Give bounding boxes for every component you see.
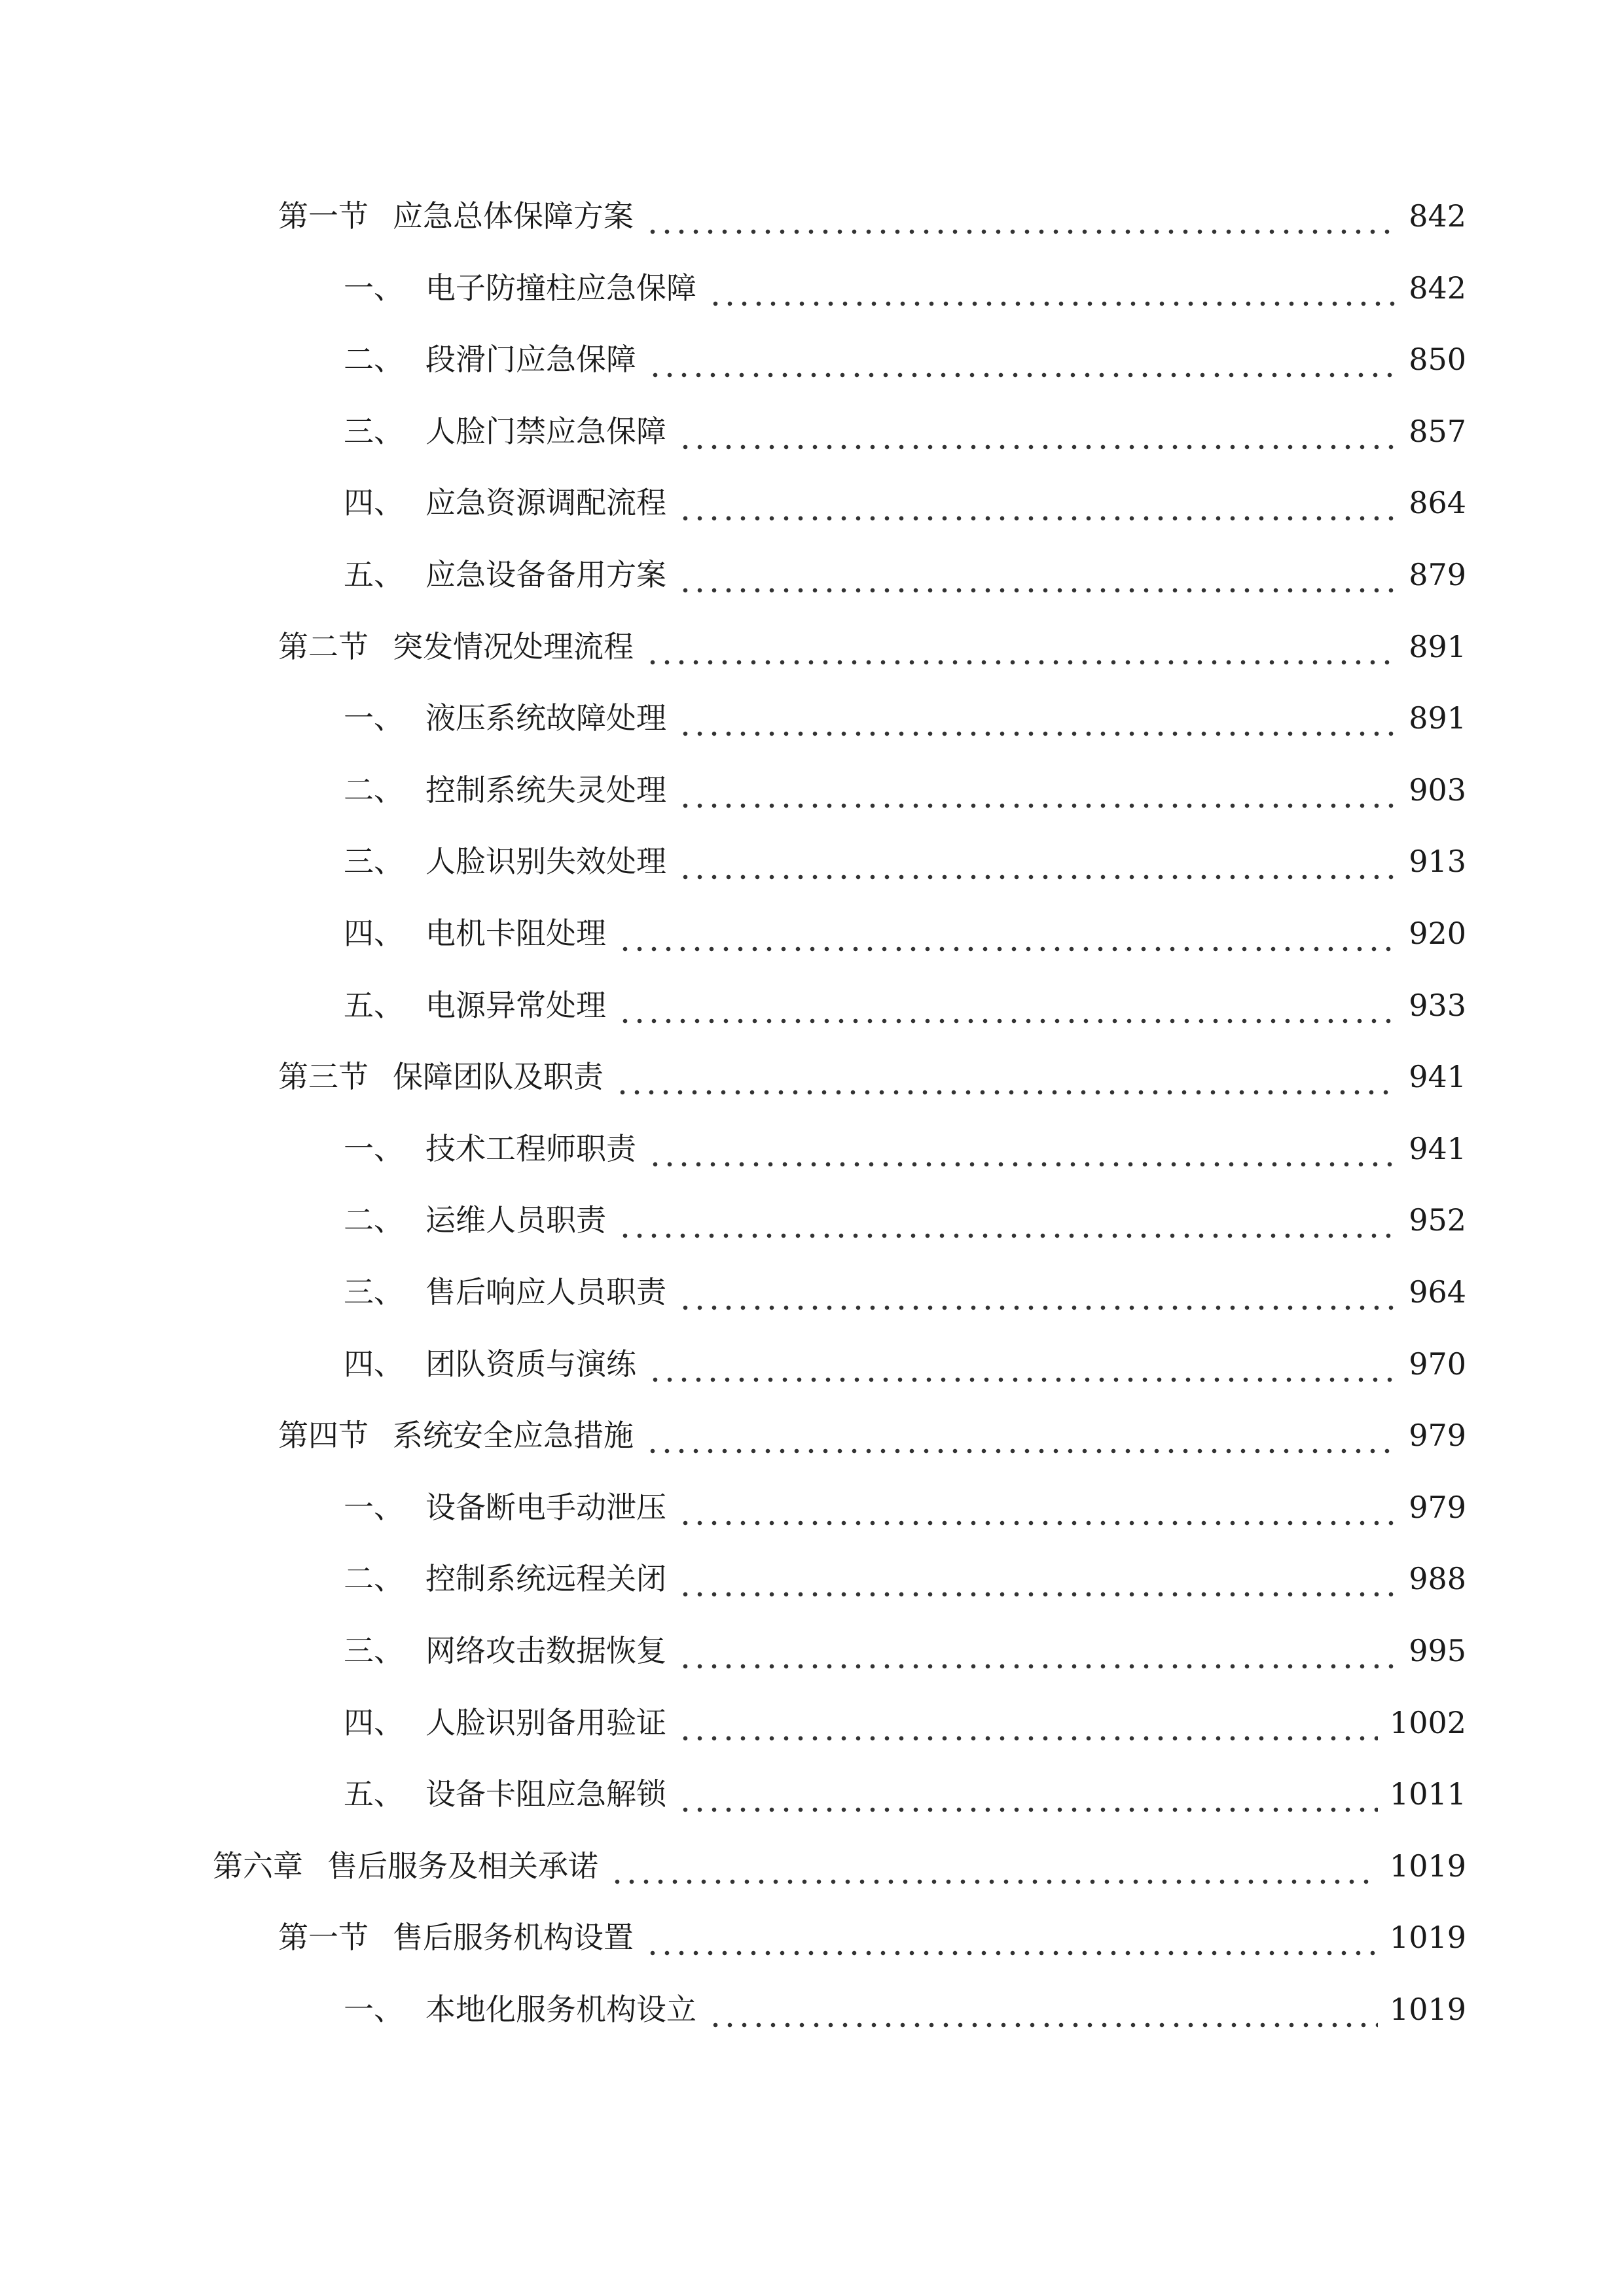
toc-entry[interactable]	[344, 480, 1466, 526]
toc-entry-page-number: 1002	[1389, 1705, 1466, 1740]
toc-entry-title: 突发情况处理流程	[393, 629, 634, 664]
toc-entry[interactable]	[344, 1628, 1466, 1674]
toc-entry-page-number: 1019	[1389, 1848, 1466, 1884]
toc-entry-number: 第四节	[278, 1418, 369, 1453]
toc-entry[interactable]	[278, 624, 1466, 670]
dot-leader	[648, 336, 1396, 382]
toc-entry-title: 人脸门禁应急保障	[425, 414, 666, 449]
toc-entry-number: 四、	[344, 485, 404, 520]
dot-leader	[678, 480, 1396, 526]
toc-entry-page-number: 941	[1409, 1059, 1466, 1094]
toc-entry[interactable]	[344, 1269, 1466, 1315]
toc-entry[interactable]	[344, 552, 1466, 598]
toc-entry-number: 三、	[344, 1274, 404, 1310]
toc-entry-number: 一、	[344, 1490, 404, 1525]
toc-entry-page-number: 857	[1409, 414, 1466, 449]
toc-entry-number: 一、	[344, 1992, 404, 2027]
toc-entry-title: 本地化服务机构设立	[425, 1992, 696, 2027]
toc-entry-number: 三、	[344, 1633, 404, 1668]
toc-entry[interactable]	[344, 1197, 1466, 1243]
toc-entry-number: 一、	[344, 270, 404, 306]
dot-leader	[615, 1054, 1396, 1100]
toc-entry-title: 人脸识别备用验证	[425, 1705, 666, 1740]
toc-entry-title: 应急设备备用方案	[425, 557, 666, 592]
toc-entry-title: 控制系统远程关闭	[425, 1561, 666, 1596]
toc-entry[interactable]	[344, 695, 1466, 741]
toc-entry-number: 二、	[344, 1561, 404, 1596]
toc-entry-page-number: 842	[1409, 270, 1466, 306]
toc-entry-number: 四、	[344, 916, 404, 951]
dot-leader	[678, 552, 1396, 598]
toc-entry[interactable]	[344, 767, 1466, 813]
toc-entry-title: 液压系统故障处理	[425, 700, 666, 736]
toc-entry-page-number: 1019	[1389, 1920, 1466, 1955]
toc-entry[interactable]	[344, 336, 1466, 382]
toc-entry-title: 段滑门应急保障	[425, 342, 636, 377]
toc-entry-title: 应急资源调配流程	[425, 485, 666, 520]
toc-entry[interactable]	[278, 193, 1466, 239]
toc-entry[interactable]	[344, 910, 1466, 956]
dot-leader	[678, 1484, 1396, 1530]
dot-leader	[645, 624, 1396, 670]
dot-leader	[648, 1126, 1396, 1172]
toc-entry[interactable]	[344, 1986, 1466, 2032]
dot-leader	[645, 1412, 1396, 1458]
toc-entry-number: 五、	[344, 557, 404, 592]
toc-entry-page-number: 995	[1409, 1633, 1466, 1668]
dot-leader	[678, 1269, 1396, 1315]
toc-entry-page-number: 850	[1409, 342, 1466, 377]
toc-entry-title: 团队资质与演练	[425, 1346, 636, 1382]
toc-entry[interactable]	[213, 1843, 1466, 1889]
toc-entry[interactable]	[344, 265, 1466, 311]
dot-leader	[678, 1556, 1396, 1602]
toc-entry-page-number: 842	[1409, 198, 1466, 234]
toc-entry[interactable]	[344, 1484, 1466, 1530]
toc-entry[interactable]	[344, 1771, 1466, 1817]
dot-leader	[678, 767, 1396, 813]
toc-entry-title: 设备卡阻应急解锁	[425, 1776, 666, 1812]
toc-entry-number: 三、	[344, 844, 404, 879]
toc-entry[interactable]	[344, 982, 1466, 1028]
dot-leader	[678, 408, 1396, 454]
toc-entry-title: 售后服务及相关承诺	[327, 1848, 598, 1884]
dot-leader	[648, 1341, 1396, 1387]
toc-entry-title: 设备断电手动泄压	[425, 1490, 666, 1525]
dot-leader	[678, 695, 1396, 741]
toc-entry-page-number: 933	[1409, 988, 1466, 1023]
toc-entry-title: 售后服务机构设置	[393, 1920, 634, 1955]
toc-entry-number: 二、	[344, 342, 404, 377]
toc-entry-title: 售后响应人员职责	[425, 1274, 666, 1310]
toc-entry-page-number: 864	[1409, 485, 1466, 520]
toc-entry[interactable]	[344, 1341, 1466, 1387]
toc-entry-number: 一、	[344, 700, 404, 736]
dot-leader	[678, 1771, 1378, 1817]
toc-entry-number: 四、	[344, 1705, 404, 1740]
dot-leader	[618, 910, 1396, 956]
toc-entry-number: 第三节	[278, 1059, 369, 1094]
toc-entry-title: 应急总体保障方案	[393, 198, 634, 234]
dot-leader	[618, 1197, 1396, 1243]
toc-entry-page-number: 891	[1409, 629, 1466, 664]
toc-entry-number: 第二节	[278, 629, 369, 664]
toc-entry-title: 控制系统失灵处理	[425, 772, 666, 808]
toc-entry-title: 运维人员职责	[425, 1202, 606, 1238]
dot-leader	[610, 1843, 1378, 1889]
toc-entry[interactable]	[278, 1914, 1466, 1960]
toc-entry-number: 第六章	[213, 1848, 303, 1884]
dot-leader	[678, 838, 1396, 884]
toc-entry-number: 四、	[344, 1346, 404, 1382]
toc-entry[interactable]	[344, 1126, 1466, 1172]
dot-leader	[708, 265, 1396, 311]
toc-entry-number: 一、	[344, 1131, 404, 1166]
toc-entry-page-number: 979	[1409, 1490, 1466, 1525]
toc-entry-page-number: 970	[1409, 1346, 1466, 1382]
toc-entry-page-number: 1019	[1389, 1992, 1466, 2027]
toc-entry[interactable]	[344, 1700, 1466, 1746]
toc-entry[interactable]	[344, 1556, 1466, 1602]
toc-entry-number: 二、	[344, 1202, 404, 1238]
toc-entry-title: 电源异常处理	[425, 988, 606, 1023]
toc-entry[interactable]	[344, 838, 1466, 884]
toc-entry-number: 第一节	[278, 198, 369, 234]
toc-entry-page-number: 979	[1409, 1418, 1466, 1453]
toc-entry-title: 保障团队及职责	[393, 1059, 604, 1094]
toc-entry-page-number: 988	[1409, 1561, 1466, 1596]
dot-leader	[645, 193, 1396, 239]
toc-entry-title: 电子防撞柱应急保障	[425, 270, 696, 306]
toc-entry[interactable]	[278, 1054, 1466, 1100]
dot-leader	[645, 1914, 1378, 1960]
toc-entry-page-number: 964	[1409, 1274, 1466, 1310]
toc-entry-page-number: 1011	[1389, 1776, 1466, 1812]
dot-leader	[708, 1986, 1378, 2032]
toc-entry-page-number: 913	[1409, 844, 1466, 879]
toc-entry-page-number: 891	[1409, 700, 1466, 736]
dot-leader	[618, 982, 1396, 1028]
toc-entry-page-number: 903	[1409, 772, 1466, 808]
toc-entry-title: 系统安全应急措施	[393, 1418, 634, 1453]
toc-entry-number: 三、	[344, 414, 404, 449]
toc-entry-number: 五、	[344, 988, 404, 1023]
toc-entry[interactable]	[344, 408, 1466, 454]
toc-entry-page-number: 952	[1409, 1202, 1466, 1238]
toc-entry-number: 五、	[344, 1776, 404, 1812]
toc-entry-number: 第一节	[278, 1920, 369, 1955]
toc-entry-page-number: 879	[1409, 557, 1466, 592]
toc-entry-number: 二、	[344, 772, 404, 808]
toc-entry-page-number: 920	[1409, 916, 1466, 951]
dot-leader	[678, 1700, 1378, 1746]
toc-entry-page-number: 941	[1409, 1131, 1466, 1166]
toc-entry-title: 网络攻击数据恢复	[425, 1633, 666, 1668]
toc-entry-title: 人脸识别失效处理	[425, 844, 666, 879]
toc-entry[interactable]	[278, 1412, 1466, 1458]
toc-entry-title: 技术工程师职责	[425, 1131, 636, 1166]
toc-entry-title: 电机卡阻处理	[425, 916, 606, 951]
dot-leader	[678, 1628, 1396, 1674]
